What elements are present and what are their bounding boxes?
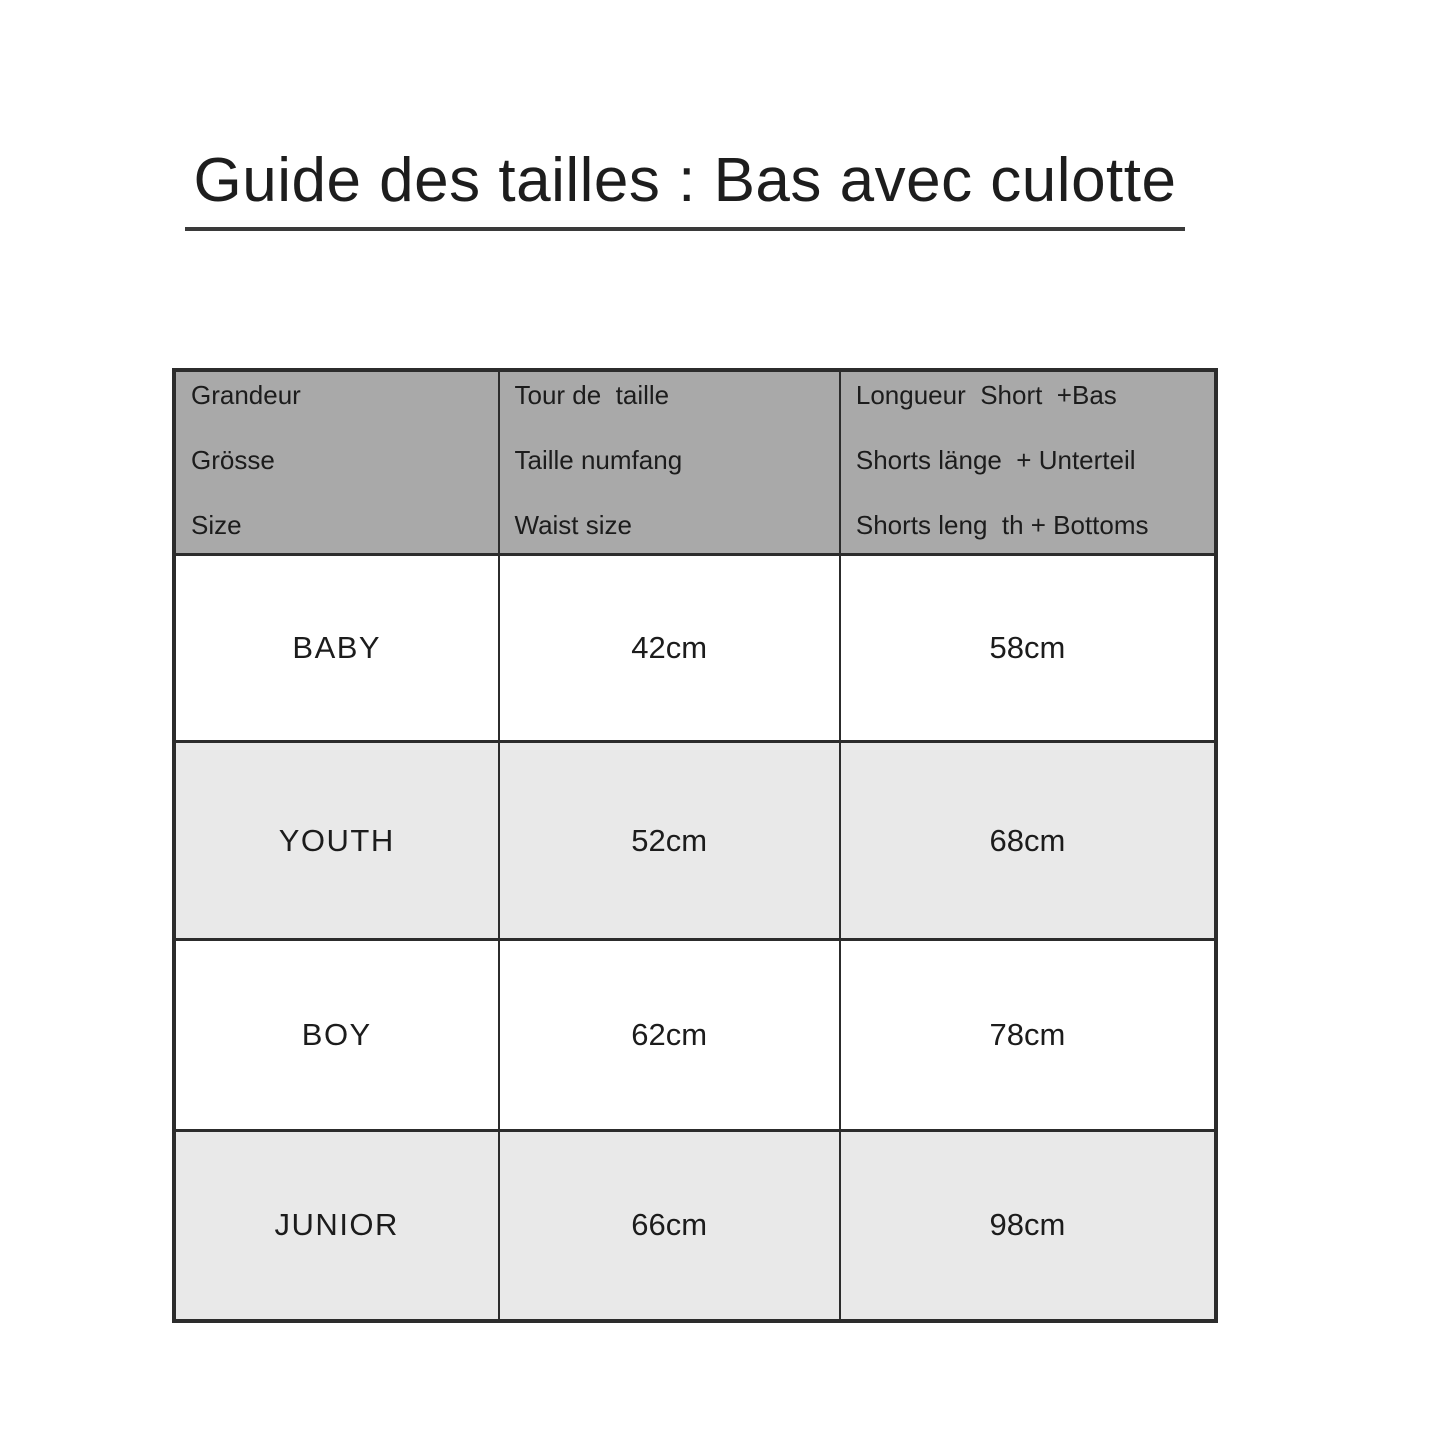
- page-title: Guide des tailles : Bas avec culotte: [193, 146, 1177, 215]
- size-guide-table: [172, 368, 1218, 1323]
- row-boy-size: BOY: [176, 941, 500, 1132]
- row-youth-size: YOUTH: [176, 743, 500, 940]
- header-length-en: Shorts leng th + Bottoms: [855, 510, 1149, 541]
- header-cell-size: [176, 372, 500, 556]
- header-waist-en: Waist size: [514, 510, 632, 541]
- row-baby-waist: 42cm: [500, 556, 841, 743]
- header-waist-fr: Tour de taille: [514, 380, 670, 410]
- row-boy-waist: 62cm: [500, 941, 841, 1132]
- row-boy-length: 78cm: [841, 941, 1214, 1132]
- header-size-en: Size: [191, 510, 242, 541]
- row-youth-length: 68cm: [841, 743, 1214, 940]
- row-baby-size: BABY: [176, 556, 500, 743]
- row-junior-size: JUNIOR: [176, 1132, 500, 1319]
- row-junior-waist: 66cm: [500, 1132, 841, 1319]
- header-waist-de: Taille numfang: [514, 445, 683, 476]
- page-title-block: [185, 148, 1185, 231]
- header-cell-length: [841, 372, 1214, 556]
- row-baby-length: 58cm: [841, 556, 1214, 743]
- row-junior-length: 98cm: [841, 1132, 1214, 1319]
- header-length-de: Shorts länge + Unterteil: [855, 445, 1136, 476]
- header-cell-waist: [500, 372, 841, 556]
- header-size-fr: Grandeur: [191, 380, 301, 410]
- header-length-fr: Longueur Short +Bas: [855, 380, 1117, 410]
- header-size-de: Grösse: [191, 445, 275, 476]
- row-youth-waist: 52cm: [500, 743, 841, 940]
